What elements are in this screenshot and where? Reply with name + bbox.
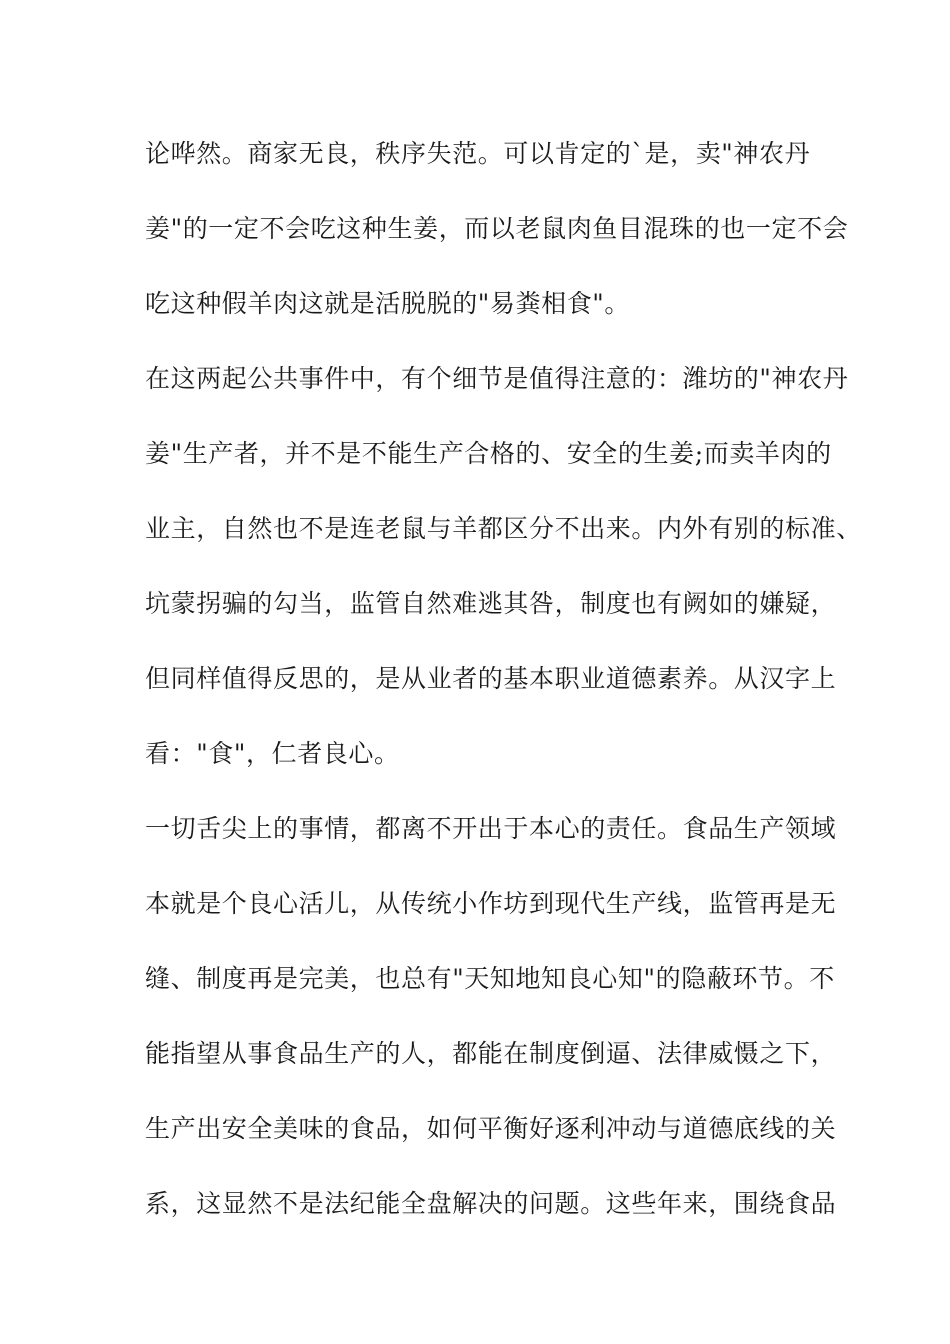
document-body [145, 128, 862, 1253]
text-line: 在这两起公共事件中，有个细节是值得注意的：潍坊的"神农丹 [145, 364, 849, 393]
text-line: 一切舌尖上的事情，都离不开出于本心的责任。食品生产领域 [145, 814, 837, 843]
text-line: 姜"生产者，并不是不能生产合格的、安全的生姜;而卖羊肉的 [145, 439, 832, 468]
text-line: 坑蒙拐骗的勾当，监管自然难逃其咎，制度也有阙如的嫌疑， [145, 589, 837, 618]
text-line: 看："食"，仁者良心。 [145, 739, 400, 768]
text-line: 论哗然。商家无良，秩序失范。可以肯定的`是，卖"神农丹 [145, 139, 811, 168]
text-line: 生产出安全美味的食品，如何平衡好逐利冲动与道德底线的关 [145, 1114, 837, 1143]
text-line: 本就是个良心活儿，从传统小作坊到现代生产线，监管再是无 [145, 889, 837, 918]
text-line: 吃这种假羊肉这就是活脱脱的"易粪相食"。 [145, 289, 630, 318]
text-line: 缝、制度再是完美，也总有"天知地知良心知"的隐蔽环节。不 [145, 964, 835, 993]
text-line: 但同样值得反思的，是从业者的基本职业道德素养。从汉字上 [145, 664, 837, 693]
text-line: 业主，自然也不是连老鼠与羊都区分不出来。内外有别的标准、 [145, 514, 862, 543]
text-line: 能指望从事食品生产的人，都能在制度倒逼、法律威慑之下， [145, 1039, 837, 1068]
text-line: 系，这显然不是法纪能全盘解决的问题。这些年来，围绕食品 [145, 1189, 837, 1218]
text-line: 姜"的一定不会吃这种生姜，而以老鼠肉鱼目混珠的也一定不会 [145, 214, 849, 243]
